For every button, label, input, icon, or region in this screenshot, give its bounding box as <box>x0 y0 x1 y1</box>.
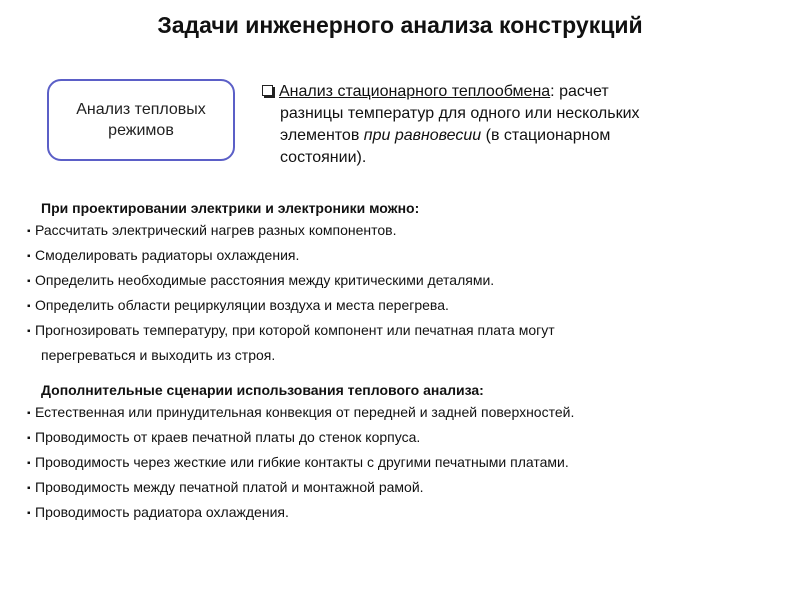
analysis-line-3 <box>262 125 762 147</box>
steady-state-analysis-description <box>262 81 762 169</box>
list-item: ▪ Рассчитать электрический нагрев разных компонентов. <box>27 219 555 244</box>
list-item: ▪ Проводимость от краев печатной платы до стенок корпуса. <box>27 426 574 451</box>
analysis-line-3-end: (в стационарном <box>481 127 611 144</box>
additional-scenarios-section <box>27 379 574 526</box>
list-item: ▪ Определить необходимые расстояния между критическими деталями. <box>27 269 555 294</box>
list-item-continuation: перегреваться и выходить из строя. <box>41 347 276 363</box>
list-item: ▪ Проводимость через жесткие или гибкие контакты с другими печатными платами. <box>27 451 574 476</box>
analysis-line-2: разницы температур для одного или нескольких <box>280 105 640 122</box>
list-item: ▪ Естественная или принудительная конвекция от передней и задней поверхностей. <box>27 401 574 426</box>
equilibrium-term: при равновесии <box>363 127 482 144</box>
list-item: ▪ Определить области рециркуляции воздуха и места перегрева. <box>27 294 555 319</box>
checkbox-bullet-icon <box>262 85 273 96</box>
analysis-line-1-rest: : расчет <box>550 83 609 100</box>
analysis-line-1 <box>262 81 762 103</box>
thermal-modes-box <box>47 79 235 161</box>
list-item: ▪ Смоделировать радиаторы охлаждения. <box>27 244 555 269</box>
analysis-line-3-start: элементов <box>280 127 364 144</box>
list-item: ▪ Проводимость радиатора охлаждения. <box>27 501 574 526</box>
design-capabilities-section <box>27 197 555 366</box>
list-item: ▪ Прогнозировать температуру, при которой компонент или печатная плата могут <box>27 319 555 344</box>
analysis-line-4: состоянии). <box>280 149 367 166</box>
steady-state-term: Анализ стационарного теплообмена <box>279 83 551 100</box>
list-item: ▪ Проводимость между печатной платой и монтажной рамой. <box>27 476 574 501</box>
design-capabilities-heading: При проектировании электрики и электроники можно: <box>41 200 420 216</box>
slide-title: Задачи инженерного анализа конструкций <box>157 12 643 38</box>
additional-scenarios-heading: Дополнительные сценарии использования теплового анализа: <box>41 382 484 398</box>
thermal-modes-label: Анализ тепловых режимов <box>76 101 206 139</box>
